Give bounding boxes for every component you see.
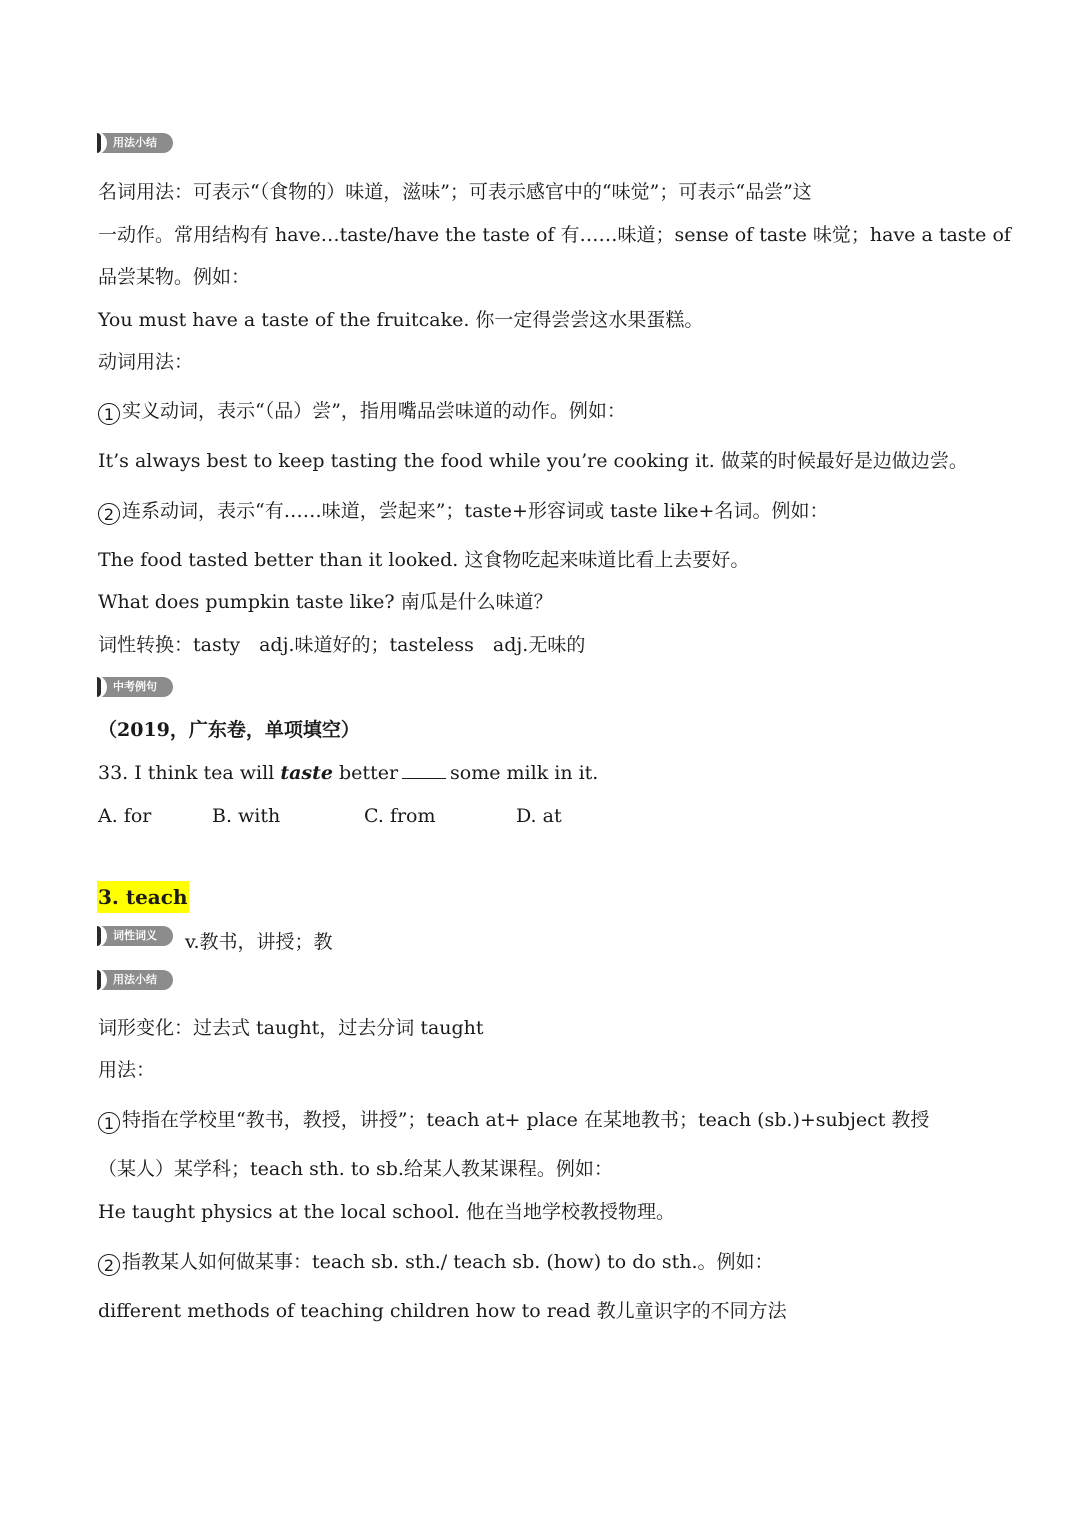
question-prefix: 33. I think tea will bbox=[98, 762, 281, 784]
noun-example: You must have a taste of the fruitcake. 你一定得尝尝这水果蛋糕。 bbox=[98, 309, 704, 331]
question-suffix: some milk in it. bbox=[450, 762, 599, 784]
teach-usage-1-example: He taught physics at the local school. 他在当地学校教授物理。 bbox=[98, 1201, 675, 1223]
exam-example-badge bbox=[97, 677, 173, 697]
option-d: D. at bbox=[516, 805, 562, 827]
usage-summary-badge-2 bbox=[97, 970, 173, 990]
part-of-speech-badge bbox=[97, 926, 173, 946]
badge-label: 用法小结 bbox=[113, 136, 157, 149]
verb-usage-2-example-2: What does pumpkin taste like? 南瓜是什么味道？ bbox=[98, 591, 553, 613]
verb-usage-1-text: 实义动词，表示“（品）尝”，指用嘴品尝味道的动作。例如： bbox=[122, 400, 626, 422]
exam-question bbox=[98, 760, 986, 786]
noun-usage-line-2: 一动作。常用结构有 have…taste/have the taste of 有……味道；sense of taste 味觉；have a taste of bbox=[98, 224, 1011, 246]
word-forms: 词性转换：tasty adj.味道好的；tasteless adj.无味的 bbox=[98, 634, 586, 656]
question-mid: better bbox=[332, 762, 399, 784]
verb-usage-2 bbox=[98, 498, 986, 525]
verb-usage-1-example: It’s always best to keep tasting the food while you’re cooking it. 做菜的时候最好是边做边尝。 bbox=[98, 450, 968, 472]
teach-usage-2-example: different methods of teaching children how to read 教儿童识字的不同方法 bbox=[98, 1300, 787, 1322]
teach-usage-1-line-1 bbox=[98, 1107, 986, 1134]
teach-forms: 词形变化：过去式 taught，过去分词 taught bbox=[98, 1017, 484, 1039]
question-keyword: taste bbox=[280, 762, 333, 784]
teach-usage-2-text: 指教某人如何做某事：teach sb. sth./ teach sb. (how) to do sth.。例如： bbox=[122, 1251, 774, 1273]
verb-usage-2-text: 连系动词，表示“有……味道，尝起来”；taste+形容词或 taste like+名词。例如： bbox=[122, 500, 829, 522]
circled-number-2: 2 bbox=[98, 503, 120, 525]
circled-number-2: 2 bbox=[98, 1254, 120, 1276]
teach-meaning: v.教书，讲授；教 bbox=[185, 931, 333, 953]
verb-usage-2-example-1: The food tasted better than it looked. 这食物吃起来味道比看上去要好。 bbox=[98, 549, 750, 571]
circled-number-1: 1 bbox=[98, 403, 120, 425]
teach-usage-2 bbox=[98, 1249, 986, 1276]
section-heading-teach: 3. teach bbox=[97, 881, 189, 913]
usage-summary-badge bbox=[97, 133, 173, 153]
option-b: B. with bbox=[212, 805, 281, 827]
teach-usage-1-line-2: （某人）某学科；teach sth. to sb.给某人教某课程。例如： bbox=[98, 1158, 613, 1180]
exam-source: （2019，广东卷，单项填空） bbox=[98, 719, 360, 741]
badge-label: 词性词义 bbox=[113, 929, 157, 942]
noun-usage-line-1: 名词用法：可表示“（食物的）味道，滋味”；可表示感官中的“味觉”；可表示“品尝”这 bbox=[98, 181, 812, 203]
verb-usage-title: 动词用法： bbox=[98, 351, 194, 373]
verb-usage-1 bbox=[98, 398, 986, 425]
noun-usage-line-3: 品尝某物。例如： bbox=[98, 266, 251, 288]
badge-label: 中考例句 bbox=[113, 680, 157, 693]
teach-usage-1-text: 特指在学校里“教书，教授，讲授”；teach at+ place 在某地教书；teach (sb.)+subject 教授 bbox=[122, 1109, 930, 1131]
teach-usage-title: 用法： bbox=[98, 1059, 156, 1081]
option-c: C. from bbox=[364, 805, 436, 827]
circled-number-1: 1 bbox=[98, 1112, 120, 1134]
option-a: A. for bbox=[98, 805, 152, 827]
badge-label: 用法小结 bbox=[113, 973, 157, 986]
exam-options bbox=[98, 803, 986, 829]
answer-blank bbox=[402, 760, 446, 779]
